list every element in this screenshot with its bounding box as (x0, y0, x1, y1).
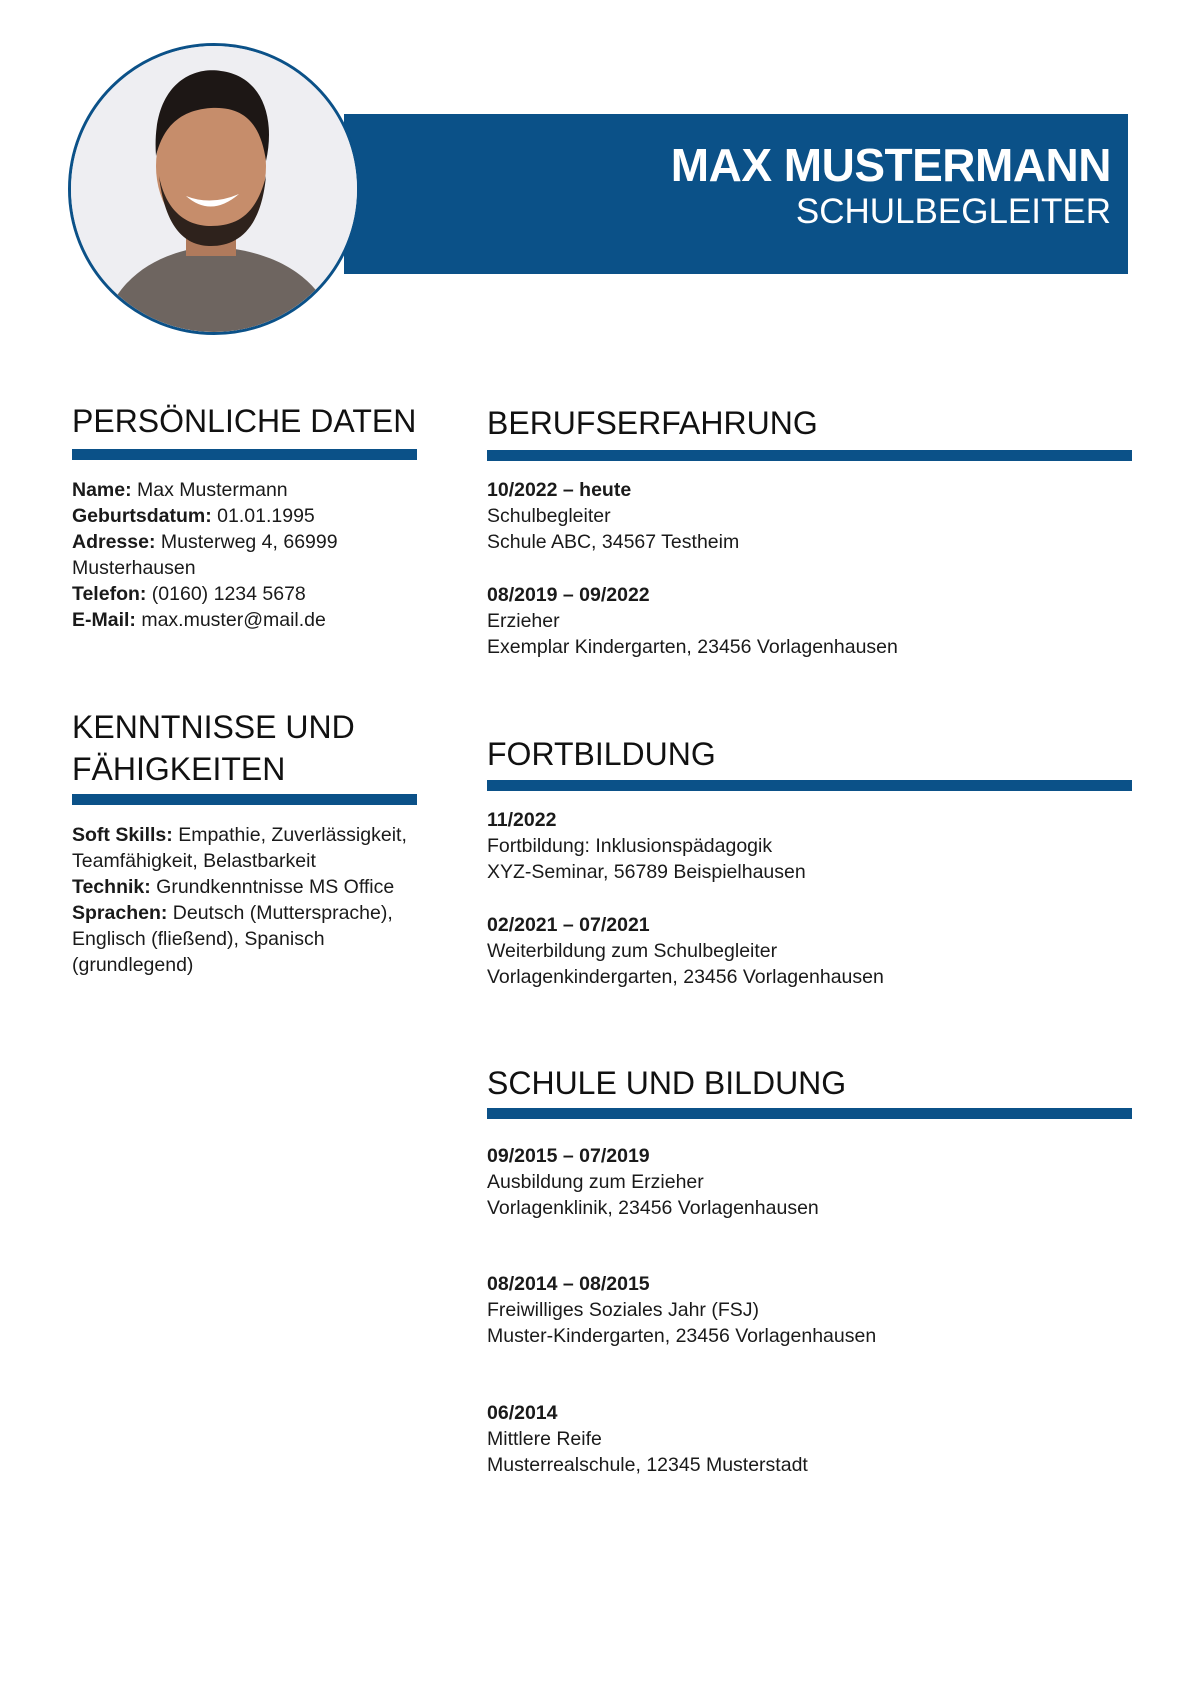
entry-role: Erzieher (487, 610, 560, 632)
entry-date: 11/2022 (487, 809, 557, 831)
entry-place: Exemplar Kindergarten, 23456 Vorlagenhausen (487, 636, 898, 658)
personal-data-list (72, 477, 417, 633)
section-divider (72, 449, 417, 460)
education-entry (487, 1143, 819, 1221)
label: Telefon: (72, 583, 147, 605)
entry-place: Schule ABC, 34567 Testheim (487, 531, 740, 553)
profile-photo (68, 43, 360, 335)
skills-heading (72, 706, 355, 790)
skills-list (72, 822, 422, 978)
skills-heading-line2: FÄHIGKEITEN (72, 751, 286, 787)
entry-date: 08/2019 – 09/2022 (487, 584, 650, 606)
entry-role: Ausbildung zum Erzieher (487, 1171, 704, 1193)
entry-date: 09/2015 – 07/2019 (487, 1145, 650, 1167)
entry-date: 08/2014 – 08/2015 (487, 1273, 650, 1295)
label: Technik: (72, 876, 151, 898)
address-value: Musterweg 4, 66999 Musterhausen (72, 531, 338, 579)
section-divider (487, 1108, 1132, 1119)
personal-data-heading: PERSÖNLICHE DATEN (72, 403, 417, 439)
tech-value: Grundkenntnisse MS Office (150, 876, 395, 898)
experience-entry (487, 582, 898, 660)
experience-heading: BERUFSERFAHRUNG (487, 405, 818, 441)
label: Name: (72, 479, 132, 501)
entry-place: Vorlagenkindergarten, 23456 Vorlagenhausen (487, 966, 884, 988)
label: Adresse: (72, 531, 156, 553)
label: Sprachen: (72, 902, 168, 924)
label: E-Mail: (72, 609, 136, 631)
entry-role: Mittlere Reife (487, 1428, 602, 1450)
entry-place: Vorlagenklinik, 23456 Vorlagenhausen (487, 1197, 819, 1219)
email-value: max.muster@mail.de (135, 609, 326, 631)
label: Soft Skills: (72, 824, 173, 846)
experience-entry (487, 477, 739, 555)
entry-place: Muster-Kindergarten, 23456 Vorlagenhausen (487, 1325, 877, 1347)
job-title: SCHULBEGLEITER (795, 192, 1111, 231)
candidate-name: MAX MUSTERMANN (670, 139, 1111, 191)
entry-role: Weiterbildung zum Schulbegleiter (487, 940, 778, 962)
education-entry (487, 1400, 808, 1478)
entry-role: Fortbildung: Inklusionspädagogik (487, 835, 773, 857)
section-divider (487, 450, 1132, 461)
training-heading: FORTBILDUNG (487, 736, 716, 772)
languages-value: Deutsch (Muttersprache), Englisch (fließend), Spanisch (grundlegend) (72, 902, 393, 976)
training-entry (487, 912, 884, 990)
entry-date: 10/2022 – heute (487, 479, 632, 501)
name-value: Max Mustermann (131, 479, 288, 501)
skills-heading-line1: KENNTNISSE UND (72, 709, 355, 745)
entry-role: Freiwilliges Soziales Jahr (FSJ) (487, 1299, 759, 1321)
entry-date: 02/2021 – 07/2021 (487, 914, 650, 936)
entry-date: 06/2014 (487, 1402, 558, 1424)
birthdate-value: 01.01.1995 (211, 505, 315, 527)
education-entry (487, 1271, 876, 1349)
education-heading: SCHULE UND BILDUNG (487, 1065, 847, 1101)
label: Geburtsdatum: (72, 505, 212, 527)
entry-place: XYZ-Seminar, 56789 Beispielhausen (487, 861, 806, 883)
phone-value: (0160) 1234 5678 (146, 583, 306, 605)
entry-role: Schulbegleiter (487, 505, 611, 527)
section-divider (72, 794, 417, 805)
soft-skills-value: Empathie, Zuverlässigkeit, Teamfähigkeit, Belastbarkeit (72, 824, 407, 872)
training-entry (487, 807, 806, 885)
section-divider (487, 780, 1132, 791)
entry-place: Musterrealschule, 12345 Musterstadt (487, 1454, 808, 1476)
